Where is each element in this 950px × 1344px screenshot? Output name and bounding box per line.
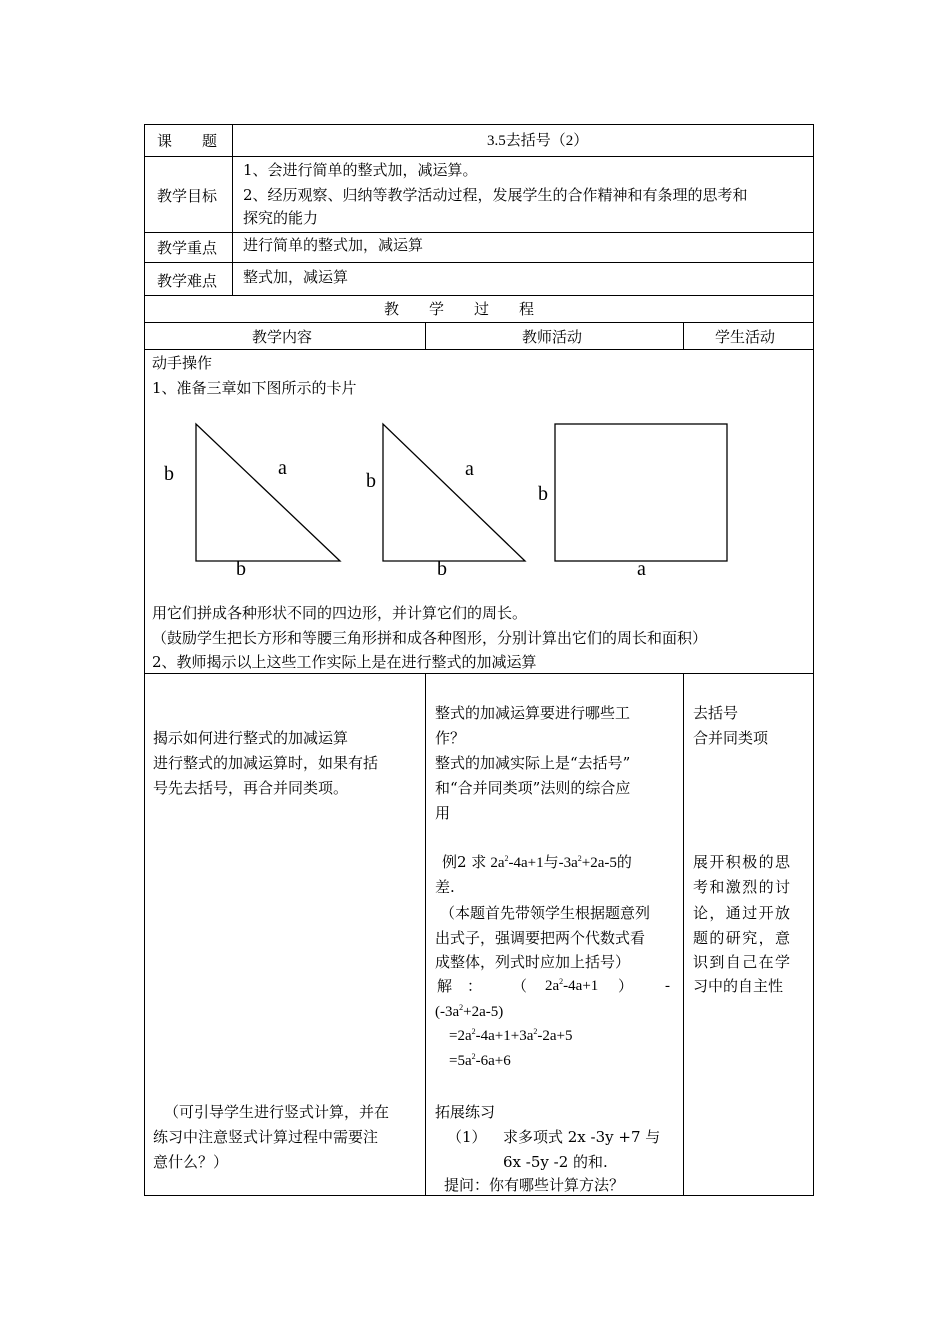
extension-prompt: 提问：你有哪些计算方法？ <box>444 1176 625 1194</box>
goal-item-2-line2: 探究的能力 <box>243 209 319 227</box>
card1-hypotenuse-label: a <box>278 457 287 479</box>
example-2-line1 <box>442 852 632 873</box>
solution-open-paren: （ <box>512 977 528 995</box>
column-header-content: 教学内容 <box>252 328 313 346</box>
solution-term-1: $2a^2-4a+1$ <box>545 977 599 994</box>
extension-question-line2: 6x -5y -2 的和. <box>503 1153 608 1171</box>
activity-note: （鼓励学生把长方形和等腰三角形拼和成各种图形，分别计算出它们的周长和面积） <box>152 629 708 647</box>
content-para-2-line1: 进行整式的加减运算时，如果有括 <box>153 754 379 772</box>
student-activity-1: 去括号 <box>693 704 739 722</box>
card1-side-label: b <box>164 463 174 485</box>
activity-step-1: 1、准备三章如下图所示的卡片 <box>152 379 357 397</box>
student-activity-2: 合并同类项 <box>693 729 769 747</box>
example-poly-2: $-3a^2+2a-5$ <box>558 854 617 871</box>
example-connector: 与 <box>543 853 559 871</box>
content-para-3-line1: （可引导学生进行竖式计算，并在 <box>164 1103 390 1121</box>
triangle-card-2 <box>383 424 525 561</box>
extension-question-number: （1） <box>447 1128 487 1146</box>
teacher-answer-line3: 用 <box>435 804 451 822</box>
activity-step-2: 2、教师揭示以上这些工作实际上是在进行整式的加减运算 <box>152 653 537 671</box>
card2-side-label: b <box>366 470 376 492</box>
example-poly-1: $2a^2-4a+1$ <box>490 854 544 871</box>
content-para-1: 揭示如何进行整式的加减运算 <box>153 729 349 747</box>
goal-label: 教学目标 <box>157 187 218 205</box>
goal-item-2-line1: 2、经历观察、归纳等教学活动过程，发展学生的合作精神和有条理的思考和 <box>243 186 748 204</box>
student-activity-3-line1: 展开积极的思 <box>693 853 792 871</box>
solution-minus: - <box>665 978 670 994</box>
example-prefix: 例2 求 <box>442 853 487 871</box>
activity-instruction: 用它们拼成各种形状不同的四边形，并计算它们的周长。 <box>152 604 528 622</box>
content-para-2-line2: 号先去括号，再合并同类项。 <box>153 779 349 797</box>
card2-bottom-label: b <box>437 558 447 580</box>
solution-line3: $=2a^2-4a+1+3a^2-2a+5$ <box>449 1027 573 1044</box>
rectangle-card <box>555 424 727 561</box>
card3-bottom-label: a <box>637 558 646 580</box>
solution-line4: $=5a^2-6a+6$ <box>449 1052 511 1069</box>
teacher-question-line2: 作？ <box>435 729 466 747</box>
title-label: 课 题 <box>157 132 218 150</box>
student-activity-3-line3: 论，通过开放 <box>693 904 792 922</box>
solution-close-paren: ） <box>618 977 634 995</box>
content-para-3-line3: 意什么？） <box>153 1153 229 1171</box>
student-activity-3-line2: 考和激烈的讨 <box>693 878 792 896</box>
student-activity-3-line4: 题的研究，意 <box>693 929 792 947</box>
key-point-label: 教学重点 <box>157 239 218 257</box>
card1-bottom-label: b <box>236 558 246 580</box>
card2-hypotenuse-label: a <box>465 458 474 480</box>
column-header-student: 学生活动 <box>715 328 776 346</box>
solution-line2: $(-3a^2+2a-5)$ <box>435 1003 504 1020</box>
content-para-3-line2: 练习中注意竖式计算过程中需要注 <box>153 1128 379 1146</box>
key-point-value: 进行简单的整式加，减运算 <box>243 236 424 254</box>
process-heading: 教 学 过 程 <box>384 300 535 318</box>
difficult-point-label: 教学难点 <box>157 272 218 290</box>
column-header-teacher: 教师活动 <box>522 328 583 346</box>
student-activity-3-line6: 习中的自主性 <box>693 977 784 995</box>
difficult-point-value: 整式加，减运算 <box>243 268 349 286</box>
teacher-question-line1: 整式的加减运算要进行哪些工 <box>435 704 631 722</box>
card3-side-label: b <box>538 483 548 505</box>
goal-item-1: 1、会进行简单的整式加，减运算。 <box>243 161 478 179</box>
example-suffix: 的 <box>616 853 632 871</box>
teacher-answer-line2: 和“合并同类项”法则的综合应 <box>435 779 631 797</box>
example-note-line1: （本题首先带领学生根据题意列 <box>440 904 651 922</box>
example-2-line2: 差. <box>435 878 455 896</box>
solution-label: 解 ： <box>437 977 483 995</box>
teacher-answer-line1: 整式的加减实际上是“去括号” <box>435 754 631 772</box>
extension-title: 拓展练习 <box>435 1103 496 1121</box>
activity-title: 动手操作 <box>152 354 213 372</box>
page-title: 3.5去括号（2） <box>487 133 589 149</box>
example-note-line2: 出式子，强调要把两个代数式看 <box>435 929 646 947</box>
example-note-line3: 成整体，列式时应加上括号） <box>435 953 631 971</box>
student-activity-3-line5: 识到自己在学 <box>693 953 792 971</box>
triangle-card-1 <box>196 424 340 561</box>
extension-question-line1: 求多项式 2x -3y +7 与 <box>503 1128 661 1146</box>
